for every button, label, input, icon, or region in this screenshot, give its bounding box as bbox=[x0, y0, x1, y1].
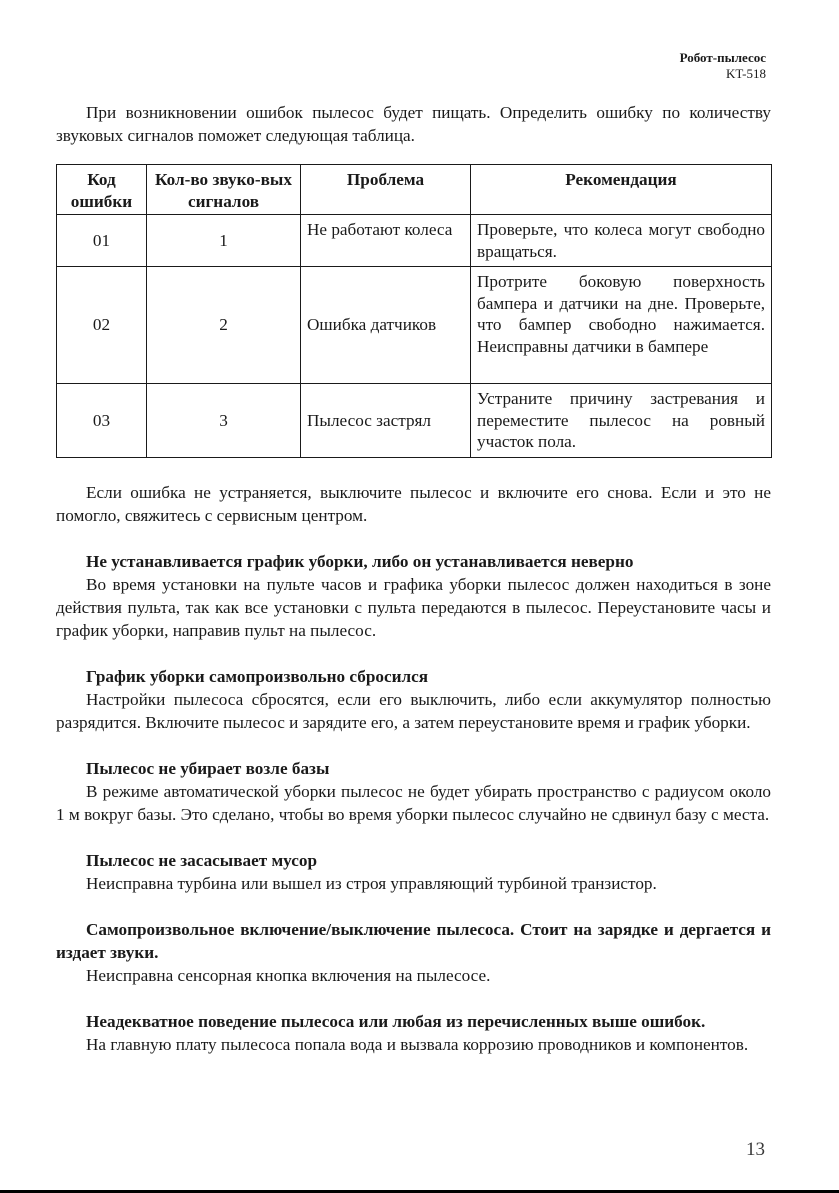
troubleshooting-section bbox=[56, 1010, 771, 1056]
section-body: Неисправна турбина или вышел из строя управляющий турбиной транзистор. bbox=[86, 874, 657, 893]
table-header-row bbox=[57, 165, 772, 215]
header-model: KT-518 bbox=[726, 66, 766, 81]
section-body: Настройки пылесоса сбросятся, если его выключить, либо если аккумулятор полностью разрядится. Включите пылесос и зарядите его, а затем переустановите время и график уборки. bbox=[56, 690, 771, 732]
problem-cell: Не работают колеса bbox=[301, 215, 471, 267]
column-header-beeps: Кол-во звуко-вых сигналов bbox=[147, 165, 301, 215]
problem-cell: Ошибка датчиков bbox=[301, 267, 471, 384]
troubleshooting-section bbox=[56, 665, 771, 734]
recommendation-cell: Устраните причину застревания и переместите пылесос на ровный участок пола. bbox=[471, 384, 772, 458]
column-header-problem: Проблема bbox=[301, 165, 471, 215]
page-number: 13 bbox=[746, 1139, 765, 1160]
running-header bbox=[680, 50, 766, 82]
recommendation-cell: Протрите боковую поверхность бампера и датчики на дне. Проверьте, что бампер свободно нажимается. Неисправны датчики в бампере bbox=[471, 267, 772, 384]
header-title: Робот-пылесос bbox=[679, 50, 766, 65]
section-title: Не устанавливается график уборки, либо он устанавливается неверно bbox=[86, 552, 634, 571]
troubleshooting-section bbox=[56, 849, 771, 895]
column-header-recommendation: Рекомендация bbox=[471, 165, 772, 215]
table-row bbox=[57, 384, 772, 458]
table-row bbox=[57, 215, 772, 267]
section-body: В режиме автоматической уборки пылесос не будет убирать пространство с радиусом около 1 м вокруг базы. Это сделано, чтобы во время уборки пылесос случайно не сдвинул базу с места. bbox=[56, 782, 771, 824]
section-title: Неадекватное поведение пылесоса или любая из перечисленных выше ошибок. bbox=[86, 1012, 706, 1031]
section-body: На главную плату пылесоса попала вода и вызвала коррозию проводников и компонентов. bbox=[86, 1035, 749, 1054]
table-row bbox=[57, 267, 772, 384]
error-codes-table bbox=[56, 164, 772, 458]
error-code-cell: 02 bbox=[57, 267, 147, 384]
troubleshooting-section bbox=[56, 757, 771, 826]
error-code-cell: 01 bbox=[57, 215, 147, 267]
troubleshooting-section bbox=[56, 918, 771, 987]
error-code-cell: 03 bbox=[57, 384, 147, 458]
section-title: Пылесос не засасывает мусор bbox=[86, 851, 318, 870]
troubleshooting-section bbox=[56, 550, 771, 642]
beep-count-cell: 3 bbox=[147, 384, 301, 458]
column-header-code: Код ошибки bbox=[57, 165, 147, 215]
beep-count-cell: 1 bbox=[147, 215, 301, 267]
section-title: Пылесос не убирает возле базы bbox=[86, 759, 330, 778]
page-content bbox=[56, 101, 771, 1056]
beep-count-cell: 2 bbox=[147, 267, 301, 384]
section-title: Самопроизвольное включение/выключение пылесоса. Стоит на зарядке и дергается и издает звуки. bbox=[56, 920, 771, 962]
section-body: Неисправна сенсорная кнопка включения на пылесосе. bbox=[86, 966, 491, 985]
recommendation-cell: Проверьте, что колеса могут свободно вращаться. bbox=[471, 215, 772, 267]
intro-paragraph: При возникновении ошибок пылесос будет пищать. Определить ошибку по количеству звуковых сигналов поможет следующая таблица. bbox=[56, 103, 771, 145]
section-title: График уборки самопроизвольно сбросился bbox=[86, 667, 429, 686]
problem-cell: Пылесос застрял bbox=[301, 384, 471, 458]
after-table-paragraph: Если ошибка не устраняется, выключите пылесос и включите его снова. Если и это не помогло, свяжитесь с сервисным центром. bbox=[56, 483, 771, 525]
section-body: Во время установки на пульте часов и графика уборки пылесос должен находиться в зоне действия пульта, так как все установки с пульта передаются в пылесос. Переустановите часы и график уборки, направив пульт на пылесос. bbox=[56, 575, 771, 640]
